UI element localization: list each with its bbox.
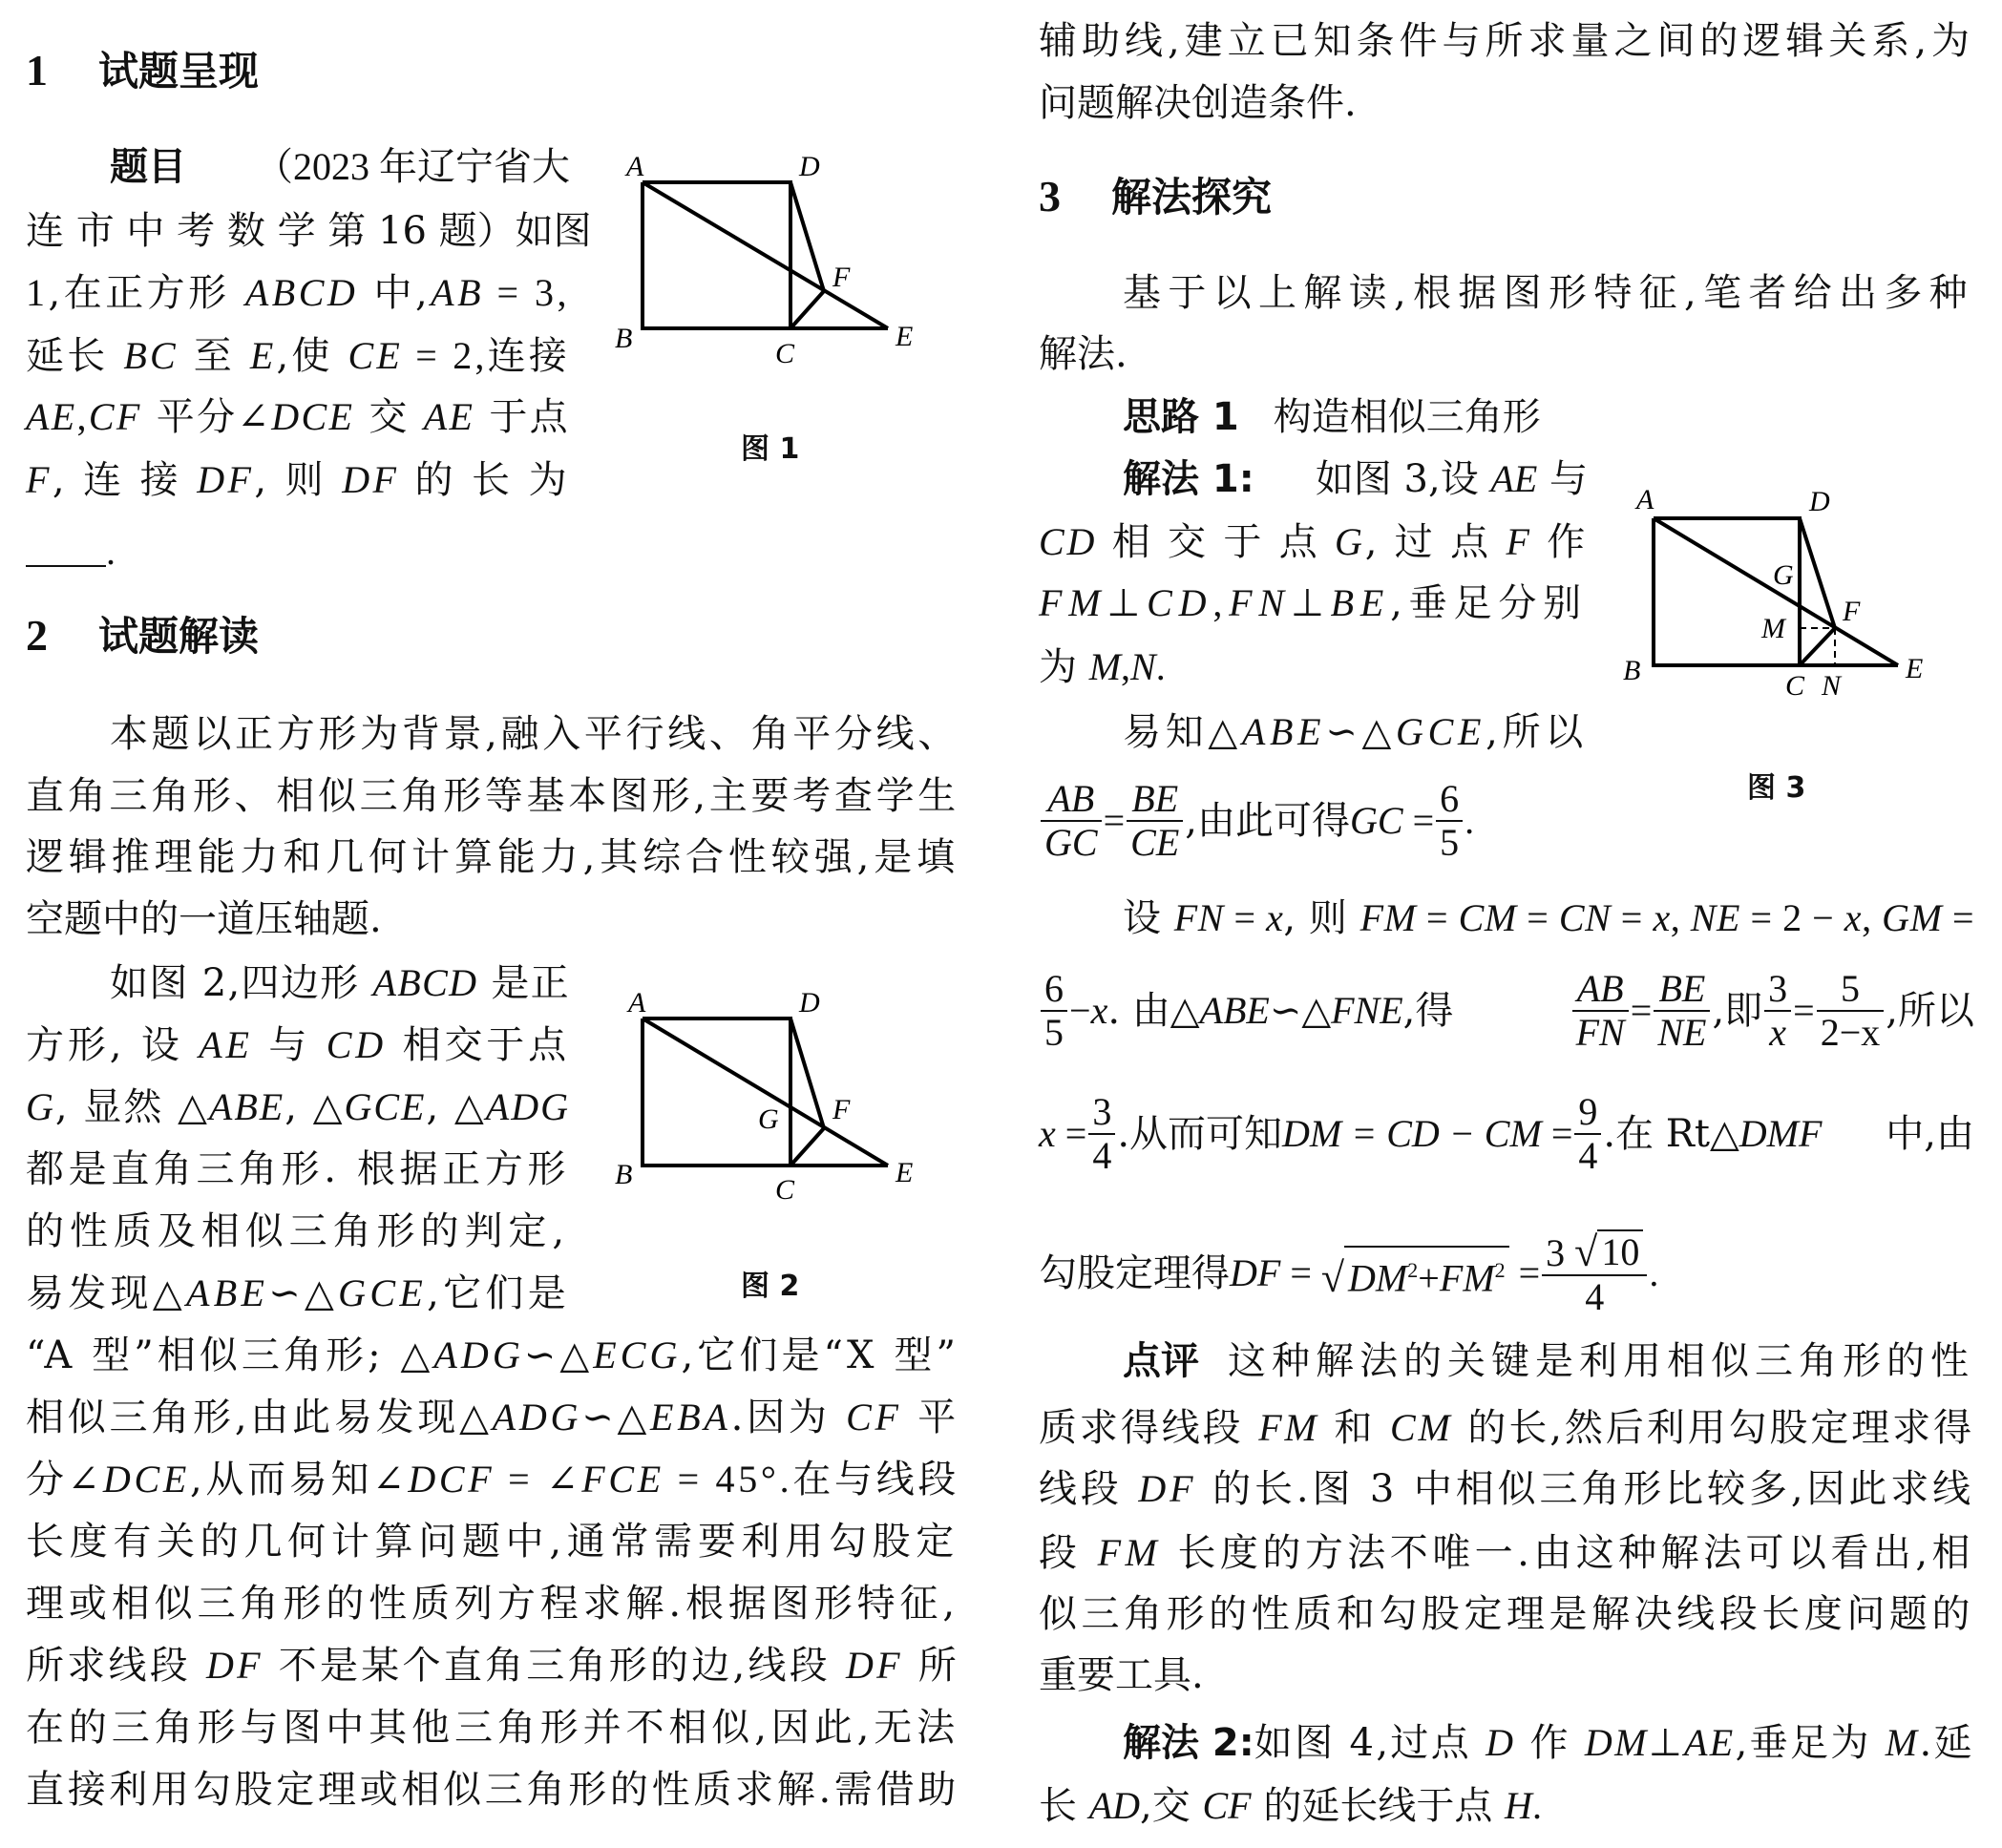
para1-line: 空题中的一道压轴题. xyxy=(26,897,382,941)
text-run: ∽△ xyxy=(1325,710,1397,754)
method-1-line-1 xyxy=(1039,456,1588,502)
segs xyxy=(1316,456,1588,502)
para2-line xyxy=(26,1022,570,1068)
text-run: = 2, xyxy=(403,334,488,377)
comment-line xyxy=(1039,1466,1974,1512)
math-var: x xyxy=(1844,896,1863,939)
para2-line xyxy=(26,1643,959,1689)
math-var: BC xyxy=(123,334,179,377)
text-run: 都是直角三角形. 根据正方形 xyxy=(26,1147,570,1191)
para-cont-line: 问题解决创造条件. xyxy=(1039,81,1357,125)
math-var: AE xyxy=(26,395,77,438)
math-var: E xyxy=(249,334,277,377)
problem-line xyxy=(26,208,592,254)
fraction: $\frac{BE}{CE}$ xyxy=(1127,778,1183,864)
label-b: B xyxy=(615,1159,633,1190)
math-var: CD xyxy=(1039,520,1098,563)
math-var: CM xyxy=(1389,1406,1453,1449)
math-var: CM xyxy=(1458,896,1517,939)
math-var: CF xyxy=(88,395,142,438)
problem-line xyxy=(26,457,570,503)
math-var: GCE xyxy=(344,1085,427,1128)
square-root: √ $DM^2+FM^2$ xyxy=(1321,1246,1509,1301)
text-run: （2023 年辽宁省大 xyxy=(255,145,570,188)
section-number: 1 xyxy=(26,46,48,94)
para2-line xyxy=(26,1395,959,1440)
text-run: 分∠ xyxy=(26,1458,103,1502)
segment-ae xyxy=(643,182,888,328)
fraction: $\frac{6}{5}$ xyxy=(1436,778,1463,864)
figure-3-caption: 图 3 xyxy=(1747,771,1806,805)
section-number: 2 xyxy=(26,611,48,660)
text-run: 易知△ xyxy=(1123,710,1242,754)
label-f: F xyxy=(1843,596,1861,627)
text-run: , 过 点 xyxy=(1364,520,1507,564)
text-run: 连 市 中 考 数 学 第 16 题）如图 xyxy=(26,209,592,253)
math-var: BE xyxy=(1330,581,1391,624)
label-a: A xyxy=(626,151,644,182)
label-f: F xyxy=(832,1094,851,1125)
label-n: N xyxy=(1822,670,1842,702)
fraction: $\frac{AB}{GC}$ xyxy=(1041,778,1102,864)
text-run: , 连 接 xyxy=(52,458,198,502)
math-var: ABE xyxy=(1241,710,1326,753)
text-run: ,交 xyxy=(1140,1784,1203,1828)
text-run: 的性质及相似三角形的判定, xyxy=(26,1209,570,1253)
text-run: ,垂足分别 xyxy=(1390,581,1588,625)
math-var: GM xyxy=(1882,896,1943,939)
text-run: “A 型”相似三角形; △ xyxy=(26,1334,434,1377)
text-run: ,从而易知∠ xyxy=(189,1458,409,1502)
text-run: = xyxy=(495,1458,547,1501)
text-run: 质求得线段 xyxy=(1039,1406,1259,1450)
label-c: C xyxy=(775,338,795,369)
math-var: ABE xyxy=(186,1271,269,1314)
text-run: = xyxy=(1223,896,1267,939)
segs xyxy=(255,144,570,190)
text-run: = 2 − xyxy=(1739,896,1844,939)
math-var: AE xyxy=(1684,1721,1736,1764)
text-run: , xyxy=(1212,581,1230,624)
math-var: ADG xyxy=(492,1396,582,1438)
text-run: 设 xyxy=(1123,896,1174,940)
text-run: 如图 3,设 xyxy=(1315,457,1491,501)
math-var: CD xyxy=(326,1023,388,1066)
eq-text: . 由△ xyxy=(1107,989,1200,1033)
math-var: H xyxy=(1505,1784,1532,1827)
eq-end: . xyxy=(1465,799,1475,842)
text-run: 与 xyxy=(252,1023,327,1067)
eq-var: x xyxy=(1090,989,1108,1032)
label-m: M xyxy=(1761,613,1785,644)
math-var: ECG xyxy=(593,1334,682,1376)
text-run: 在与线段 xyxy=(792,1458,960,1502)
segment-df xyxy=(1800,518,1835,628)
figure-2-caption: 图 2 xyxy=(741,1270,800,1303)
text-run: ⊥ xyxy=(1290,581,1331,624)
label-d: D xyxy=(799,151,820,182)
text-run: , xyxy=(1121,645,1131,688)
math-var: ADG xyxy=(485,1085,570,1128)
para2-line xyxy=(26,1581,959,1627)
section-title: 试题解读 xyxy=(98,613,260,660)
equation-5: 勾股定理得 DF = √ $DM^2+FM^2$ = 3 √ 10 4 . xyxy=(1039,1228,1659,1318)
label-e: E xyxy=(896,321,914,352)
text-run: 相似三角形,由此易发现△ xyxy=(26,1396,493,1439)
math-var: DM xyxy=(1584,1721,1649,1764)
text-run: ⊥ xyxy=(1648,1721,1685,1764)
method-1-line xyxy=(1039,519,1588,565)
label-b: B xyxy=(615,323,633,354)
method-2-line xyxy=(1039,1783,1974,1829)
fraction: $\frac{9}{4}$ xyxy=(1574,1091,1601,1177)
math-var: DF xyxy=(197,458,255,501)
math-var: EBA xyxy=(650,1396,731,1438)
text-run: 作 xyxy=(1531,520,1589,564)
math-var: G xyxy=(26,1085,55,1128)
math-var: CF xyxy=(1202,1784,1252,1827)
math-var: ADG xyxy=(433,1334,524,1376)
idea-1-text: 构造相似三角形 xyxy=(1273,395,1541,439)
label-e: E xyxy=(1906,653,1924,684)
text-run: ,所以 xyxy=(1486,710,1589,754)
section-1-heading xyxy=(26,44,259,98)
text-run: = xyxy=(1416,896,1459,939)
text-run: 1 xyxy=(26,271,49,314)
math-var: FN xyxy=(1173,896,1224,939)
text-run: 长度的方法不唯一.由这种解法可以看出,相 xyxy=(1161,1531,1974,1575)
text-run: 长度有关的几何计算问题中,通常需要利用勾股定 xyxy=(26,1520,959,1564)
comment-line xyxy=(1039,1530,1974,1576)
text-run: 为 xyxy=(1039,645,1089,689)
para2-line xyxy=(26,1208,570,1254)
fraction: $\frac{AB}{FN}$ xyxy=(1572,968,1629,1054)
segment-ae xyxy=(643,1018,888,1166)
text-run: 似三角形的性质和勾股定理是解决线段长度问题的 xyxy=(1039,1592,1974,1636)
eq-text: − xyxy=(1069,989,1091,1032)
section-2-heading xyxy=(26,609,259,663)
problem-line xyxy=(26,270,570,316)
text-run: ,使 xyxy=(276,334,348,378)
label-a: A xyxy=(628,987,646,1018)
eq-var: DF xyxy=(1230,1251,1281,1294)
text-run: 平分∠ xyxy=(141,395,272,439)
math-var: ABCD xyxy=(372,961,478,1004)
text-run: 在的三角形与图中其他三角形并不相似,因此,无法 xyxy=(26,1706,959,1750)
text-run: ∽△ xyxy=(581,1396,650,1439)
section-number: 3 xyxy=(1039,172,1061,220)
math-var: DCF xyxy=(408,1458,495,1501)
comment-line xyxy=(1039,1405,1974,1451)
text-run: 的延长线于点 xyxy=(1251,1784,1506,1828)
math-var: x xyxy=(1266,896,1284,939)
label-e: E xyxy=(896,1157,914,1188)
text-run: 的长.图 3 中相似三角形比较多,因此求线 xyxy=(1196,1467,1974,1511)
fraction: $\frac{5}{2-x}$ xyxy=(1817,968,1885,1054)
eq-text: 中,由 xyxy=(1886,1112,1974,1156)
text-run: = 45°. xyxy=(664,1458,793,1501)
text-run: ,它们是“X 型” xyxy=(681,1334,960,1377)
equation-4: x = $\frac{3}{4}$ .从而可知 DM = CD − CM = $\frac{9}{4}$ .在 Rt△ DMF 中,由 xyxy=(1039,1090,1974,1177)
text-run: , 则 xyxy=(1283,896,1360,940)
math-var: AE xyxy=(423,395,475,438)
eq-var: DMF xyxy=(1739,1112,1823,1155)
segs xyxy=(1254,1720,1974,1766)
intro-line: 解法. xyxy=(1039,332,1127,376)
text-run: = xyxy=(1516,896,1559,939)
para2-line xyxy=(26,1084,570,1130)
math-var: FM xyxy=(1359,896,1417,939)
text-run: 于点 xyxy=(474,395,571,439)
fraction: $\frac{3}{4}$ xyxy=(1088,1091,1115,1177)
label-f: F xyxy=(832,262,851,293)
text-run: ∽△ xyxy=(523,1334,594,1377)
para2-line xyxy=(26,960,570,1006)
math-var: M xyxy=(1088,645,1122,688)
method-2-line-1 xyxy=(1039,1720,1974,1766)
text-run: 长 xyxy=(1039,1784,1089,1828)
segment-cf xyxy=(1800,628,1835,665)
eq-expr: DM = CD − CM xyxy=(1282,1112,1542,1155)
math-var: DCE xyxy=(271,395,355,438)
para1-line: 逻辑推理能力和几何计算能力,其综合性较强,是填 xyxy=(26,835,959,879)
answer-blank-line xyxy=(26,529,570,575)
text-run: 的长,然后利用勾股定理求得 xyxy=(1452,1406,1975,1450)
problem-label: 题目 xyxy=(110,145,186,189)
math-var: AD xyxy=(1088,1784,1141,1827)
text-run: = xyxy=(1611,896,1654,939)
math-var: AE xyxy=(1490,457,1538,500)
idea-1-line xyxy=(1039,394,1588,440)
text-run: , △ xyxy=(284,1085,345,1129)
eq-text: ,所以 xyxy=(1886,989,1974,1033)
text-run: 是正 xyxy=(477,961,570,1005)
math-var: DF xyxy=(1138,1467,1197,1510)
para1-line: 本题以正方形为背景,融入平行线、角平分线、 xyxy=(110,712,959,756)
text-run: 直接利用勾股定理或相似三角形的性质求解.需借助 xyxy=(26,1768,959,1812)
end-punct: . xyxy=(106,530,116,573)
eq-text: ∽△ xyxy=(1269,989,1332,1033)
answer-blank xyxy=(26,536,106,567)
math-var: FM xyxy=(1258,1406,1319,1449)
text-run: 理或相似三角形的性质列方程求解.根据图形特征, xyxy=(26,1582,959,1626)
fraction: 3 √ 10 4 xyxy=(1542,1229,1647,1318)
text-run: 和 xyxy=(1318,1406,1390,1450)
text-run: ⊥ xyxy=(1106,581,1148,624)
segment-cf xyxy=(790,1128,824,1166)
text-run: 交 xyxy=(354,395,424,439)
para-cont-line: 辅助线,建立已知条件与所求量之间的逻辑关系,为 xyxy=(1039,19,1974,63)
para2-line xyxy=(26,1146,570,1192)
fraction: $\frac{3}{x}$ xyxy=(1764,968,1791,1054)
segment-cf xyxy=(790,291,824,328)
eq-text: .从而可知 xyxy=(1117,1112,1283,1156)
text-run: 至 xyxy=(178,334,250,378)
section-3-heading xyxy=(1039,170,1272,224)
idea-1-label: 思路 1 xyxy=(1123,395,1239,439)
math-var: AE xyxy=(199,1023,253,1066)
label-d: D xyxy=(799,987,820,1018)
label-g: G xyxy=(1773,559,1794,591)
text-run: 段 xyxy=(1039,1531,1098,1575)
text-run: , △ xyxy=(426,1085,486,1129)
text-run: 这种解法的关键是利用相似三角形的性 xyxy=(1228,1339,1974,1383)
method-1-label: 解法 1: xyxy=(1123,457,1254,501)
method-1-line xyxy=(1039,644,1588,690)
text-run: 延长 xyxy=(26,334,124,378)
eq-var: GC xyxy=(1349,799,1403,842)
eq-text: ,由此可得 xyxy=(1185,799,1350,843)
figure-1-caption: 图 1 xyxy=(741,432,800,466)
math-var: FM xyxy=(1097,1531,1162,1574)
para2-line xyxy=(26,1519,959,1564)
fraction: $\frac{BE}{NE}$ xyxy=(1654,968,1710,1054)
text-run: ∽△ xyxy=(268,1271,339,1315)
text-run: 方形, 设 xyxy=(26,1023,200,1067)
problem-line-1 xyxy=(26,144,570,190)
math-var: F xyxy=(1506,520,1532,563)
para2-line xyxy=(26,1457,959,1502)
para2-line xyxy=(26,1333,959,1378)
eq-text: .在 Rt△ xyxy=(1603,1112,1739,1156)
equation-1: $\frac{AB}{GC}$ = $\frac{BE}{CE}$ ,由此可得 GC = $\frac{6}{5}$ . xyxy=(1039,775,1474,867)
math-var: CF xyxy=(846,1396,902,1438)
math-var: DF xyxy=(342,458,400,501)
eq-end: . xyxy=(1649,1251,1659,1294)
equation-2 xyxy=(1039,895,1974,941)
label-d: D xyxy=(1809,486,1830,517)
text-run: 所 xyxy=(902,1644,959,1688)
text-run: , 显然 △ xyxy=(54,1085,209,1129)
intro-line: 基于以上解读,根据图形特征,笔者给出多种 xyxy=(1123,271,1974,315)
math-var: DF xyxy=(205,1644,263,1687)
text-run: 作 xyxy=(1515,1721,1585,1765)
section-title: 试题呈现 xyxy=(98,48,260,94)
text-run: 相 交 于 点 xyxy=(1097,520,1336,564)
text-run: ,它们是 xyxy=(427,1271,571,1315)
comment-label: 点评 xyxy=(1123,1339,1199,1383)
equation-3: $\frac{6}{5}$ − x . 由△ ABE ∽△ FNE ,得 $\frac{AB}{FN}$ = $\frac{BE}{NE}$ ,即 $\frac{3}{x}$ = $\frac{5}{2-x}$ ,所以 xyxy=(1039,965,1974,1057)
text-run: = xyxy=(1942,896,1975,939)
label-b: B xyxy=(1623,655,1641,686)
eq-text: ,即 xyxy=(1712,989,1763,1033)
text-run: .因为 xyxy=(730,1396,847,1439)
text-run: ∠ xyxy=(546,1458,582,1502)
math-var: GCE xyxy=(338,1271,428,1314)
math-var: AB xyxy=(431,271,484,314)
math-var: ABCD xyxy=(244,271,359,314)
section-title: 解法探究 xyxy=(1111,174,1273,220)
math-var: GCE xyxy=(1396,710,1486,753)
math-var: x xyxy=(1653,896,1671,939)
text-run: , 则 xyxy=(254,458,343,502)
text-run: ,垂足为 xyxy=(1735,1721,1886,1765)
text-run: 连接 xyxy=(487,334,571,378)
problem-line xyxy=(26,394,570,440)
math-var: M xyxy=(1885,1721,1920,1764)
math-var: N xyxy=(1130,645,1156,688)
text-run: 如图 4,过点 xyxy=(1254,1721,1486,1765)
label-c: C xyxy=(775,1174,795,1206)
math-var: CD xyxy=(1147,581,1213,624)
eq-text: ,得 xyxy=(1402,989,1454,1033)
text-run: 所求线段 xyxy=(26,1644,206,1688)
label-c: C xyxy=(1785,670,1805,702)
text-run: , xyxy=(1670,896,1691,939)
method-1-line xyxy=(1039,580,1588,626)
method-2-label: 解法 2: xyxy=(1123,1721,1254,1765)
text-run: 中, xyxy=(358,271,432,315)
math-var: FM xyxy=(1039,581,1107,624)
para1-line: 直角三角形、相似三角形等基本图形,主要考查学生 xyxy=(26,774,959,818)
math-var: ABE xyxy=(208,1085,285,1128)
text-run: 平 xyxy=(901,1396,960,1439)
text-run: 相交于点 xyxy=(387,1023,570,1067)
math-var: NE xyxy=(1690,896,1740,939)
label-a: A xyxy=(1636,484,1654,515)
text-run: = 3, xyxy=(484,271,570,314)
text-run: 不是某个直角三角形的边,线段 xyxy=(263,1644,846,1688)
eq-var: FNE xyxy=(1331,989,1403,1032)
eq-var: x xyxy=(1039,1112,1056,1155)
text-run: 易发现△ xyxy=(26,1271,186,1315)
text-run: 与 xyxy=(1537,457,1588,501)
math-var: CN xyxy=(1558,896,1612,939)
comment-line xyxy=(1039,1591,1974,1637)
math-var: DF xyxy=(845,1644,903,1687)
para2-line xyxy=(26,1270,570,1316)
comment-line xyxy=(1039,1652,1974,1698)
text-run: 线段 xyxy=(1039,1467,1139,1511)
math-var: FCE xyxy=(581,1458,664,1501)
text-run: 的 长 为 xyxy=(399,458,570,502)
text-run: ,在正方形 xyxy=(48,271,245,315)
text-run: 如图 2,四边形 xyxy=(110,961,373,1005)
math-var: DCE xyxy=(102,1458,190,1501)
eq-text: 勾股定理得 xyxy=(1039,1251,1230,1295)
text-run: , xyxy=(1862,896,1883,939)
problem-line xyxy=(26,333,570,379)
para2-line xyxy=(26,1767,959,1813)
text-run: 重要工具. xyxy=(1039,1653,1204,1697)
math-var: F xyxy=(26,458,53,501)
math-var: D xyxy=(1486,1721,1516,1764)
text-run: . xyxy=(1155,645,1166,688)
eq-var: ABE xyxy=(1199,989,1270,1032)
text-run: . xyxy=(1531,1784,1542,1827)
math-var: CE xyxy=(348,334,404,377)
text-run: , xyxy=(76,395,89,438)
comment-line-1 xyxy=(1039,1338,1974,1384)
para2-line xyxy=(26,1705,959,1751)
math-var: G xyxy=(1335,520,1365,563)
method-1-line xyxy=(1039,709,1588,755)
segs xyxy=(1228,1338,1974,1384)
label-g: G xyxy=(758,1103,779,1135)
math-var: FN xyxy=(1229,581,1291,624)
text-run: .延 xyxy=(1919,1721,1974,1765)
fraction: $\frac{6}{5}$ xyxy=(1041,968,1067,1054)
